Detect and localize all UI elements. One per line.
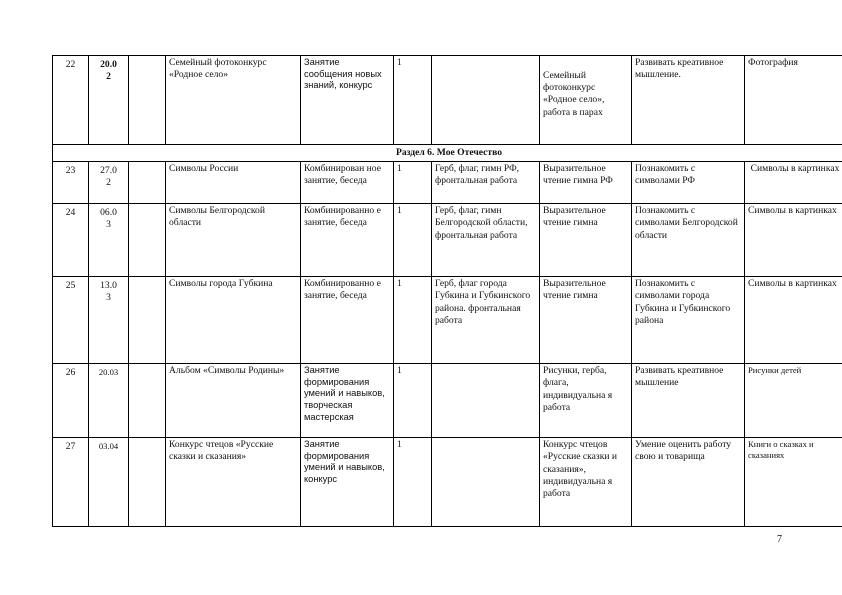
row-vocab: Герб, флаг, гимн РФ, фронтальная работа — [432, 162, 540, 204]
row-number: 23 — [53, 162, 89, 204]
row-number: 25 — [53, 277, 89, 364]
row-hours: 1 — [394, 438, 432, 527]
row-activity: Рисунки, герба, флага, индивидуальна я работа — [540, 364, 632, 438]
row-result: Познакомить с символами города Губкина и Губкинского района — [632, 277, 745, 364]
row-blank-cell — [129, 162, 166, 204]
row-date: 20.0 2 — [89, 56, 129, 145]
row-topic: Семейный фотоконкурс «Родное село» — [166, 56, 301, 145]
row-number: 24 — [53, 204, 89, 277]
row-topic: Символы России — [166, 162, 301, 204]
row-vocab — [432, 364, 540, 438]
row-number: 27 — [53, 438, 89, 527]
row-blank-cell — [129, 277, 166, 364]
row-lesson-type: Занятие формирования умений и навыков, творческая мастерская — [301, 364, 394, 438]
row-material: Фотография — [745, 56, 842, 145]
row-activity: Выразительное чтение гимна — [540, 204, 632, 277]
row-vocab — [432, 438, 540, 527]
section-row — [53, 145, 842, 162]
row-date: 20.03 — [89, 364, 129, 438]
row-hours: 1 — [394, 162, 432, 204]
table-row — [53, 438, 842, 527]
row-hours: 1 — [394, 56, 432, 145]
row-lesson-type: Комбинированно е занятие, беседа — [301, 204, 394, 277]
page-number: 7 — [777, 534, 782, 545]
row-hours: 1 — [394, 277, 432, 364]
row-activity: Семейный фотоконкурс «Родное село», работа в парах — [540, 56, 632, 145]
row-hours: 1 — [394, 204, 432, 277]
row-material: Рисунки детей — [745, 364, 842, 438]
row-topic: Символы города Губкина — [166, 277, 301, 364]
row-lesson-type: Занятие сообщения новых знаний, конкурс — [301, 56, 394, 145]
row-lesson-type: Комбинирован ное занятие, беседа — [301, 162, 394, 204]
row-material: Символы в картинках — [745, 162, 842, 204]
row-blank-cell — [129, 364, 166, 438]
table-row — [53, 204, 842, 277]
row-number: 22 — [53, 56, 89, 145]
row-material: Книги о сказках и сказаниях — [745, 438, 842, 527]
row-material: Символы в картинках — [745, 277, 842, 364]
row-result: Познакомить с символами Белгородской области — [632, 204, 745, 277]
row-date: 03.04 — [89, 438, 129, 527]
row-lesson-type: Комбинированно е занятие, беседа — [301, 277, 394, 364]
row-lesson-type: Занятие формирования умений и навыков, конкурс — [301, 438, 394, 527]
row-activity: Конкурс чтецов «Русские сказки и сказания», индивидуальна я работа — [540, 438, 632, 527]
row-result: Развивать креативное мышление. — [632, 56, 745, 145]
row-hours: 1 — [394, 364, 432, 438]
table-row — [53, 56, 842, 145]
row-vocab — [432, 56, 540, 145]
row-topic: Альбом «Символы Родины» — [166, 364, 301, 438]
row-blank-cell — [129, 438, 166, 527]
lesson-plan-table — [52, 55, 842, 527]
row-result: Развивать креативное мышление — [632, 364, 745, 438]
row-date: 27.0 2 — [89, 162, 129, 204]
row-activity: Выразительное чтение гимна — [540, 277, 632, 364]
row-result: Познакомить с символами РФ — [632, 162, 745, 204]
row-vocab: Герб, флаг, гимн Белгородской области, фронтальная работа — [432, 204, 540, 277]
row-topic: Конкурс чтецов «Русские сказки и сказания» — [166, 438, 301, 527]
row-result: Умение оценить работу свою и товарища — [632, 438, 745, 527]
row-material: Символы в картинках — [745, 204, 842, 277]
row-vocab: Герб, флаг города Губкина и Губкинского района. фронтальная работа — [432, 277, 540, 364]
table-row — [53, 277, 842, 364]
row-date: 13.0 3 — [89, 277, 129, 364]
table-row — [53, 364, 842, 438]
row-number: 26 — [53, 364, 89, 438]
row-activity: Выразительное чтение гимна РФ — [540, 162, 632, 204]
table-row — [53, 162, 842, 204]
row-date: 06.0 3 — [89, 204, 129, 277]
section-title: Раздел 6. Мое Отечество — [53, 145, 842, 162]
row-blank-cell — [129, 204, 166, 277]
row-topic: Символы Белгородской области — [166, 204, 301, 277]
row-blank-cell — [129, 56, 166, 145]
